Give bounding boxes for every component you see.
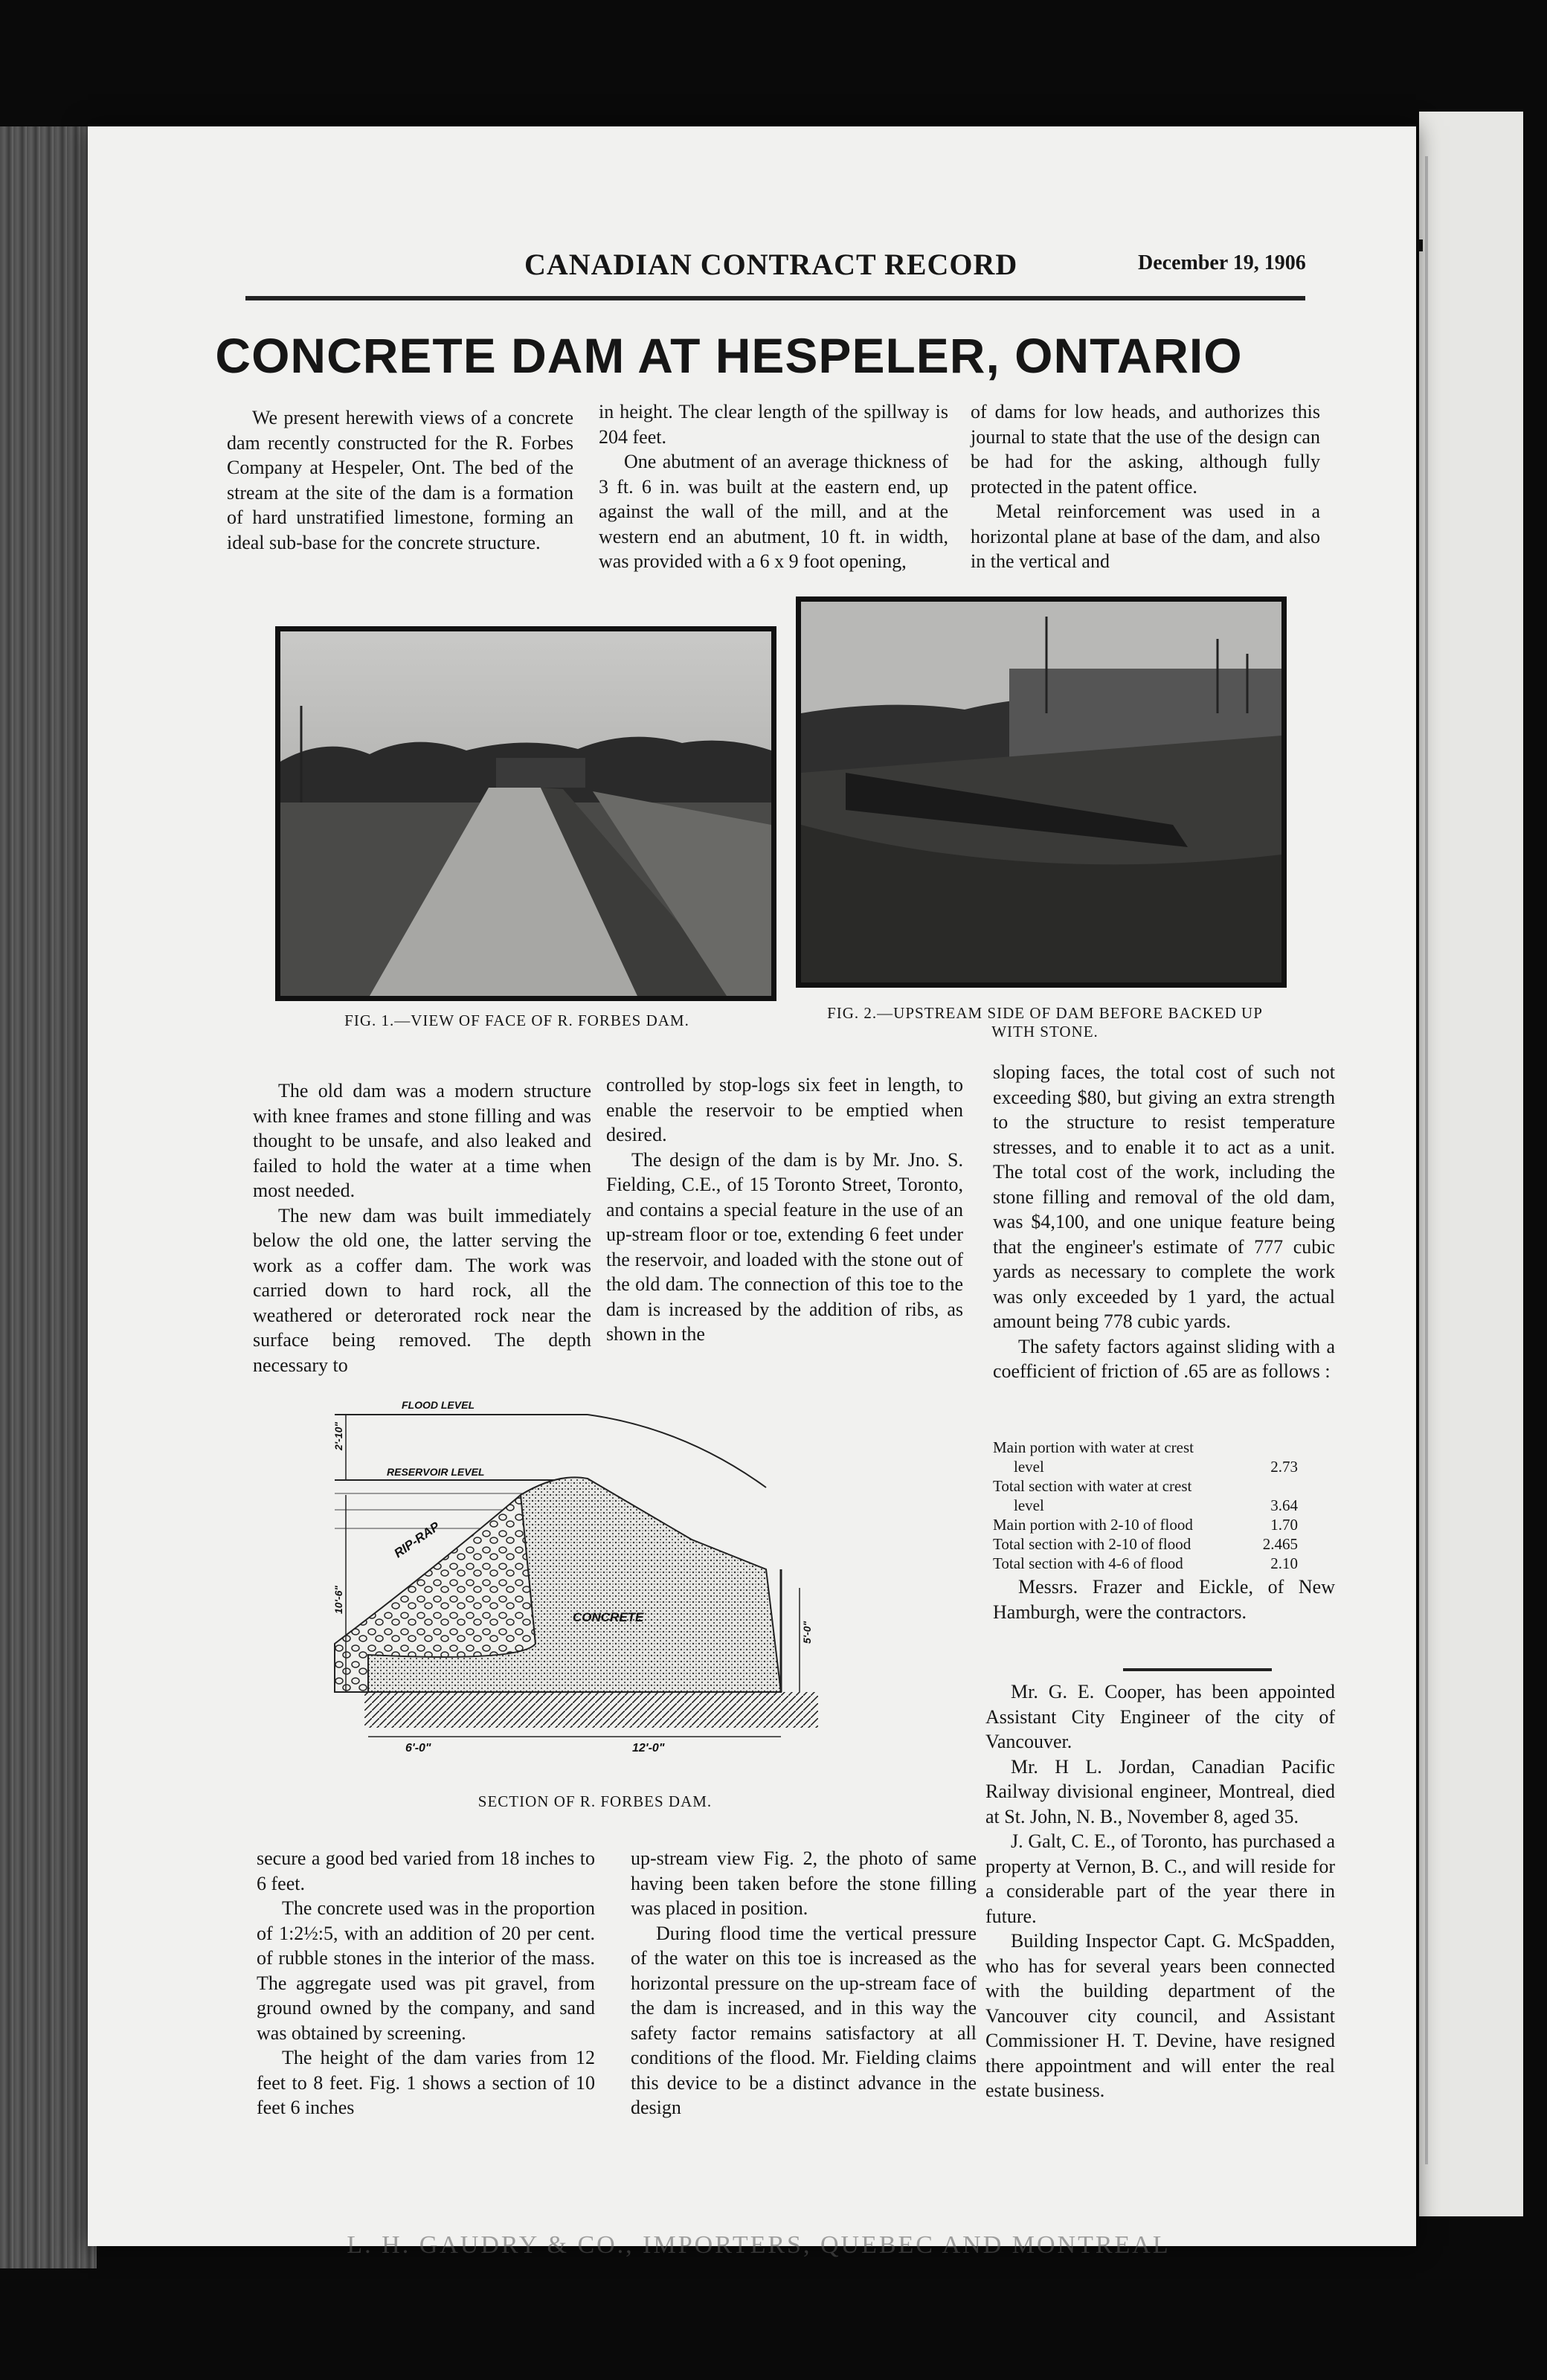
diagram-caption: SECTION OF R. FORBES DAM. bbox=[477, 1792, 713, 1810]
factor-label: level bbox=[1014, 1458, 1044, 1476]
column-1-top bbox=[227, 405, 573, 555]
column-2-top bbox=[599, 399, 948, 574]
figure-2-photo bbox=[796, 596, 1287, 988]
facing-page-strip bbox=[1419, 112, 1523, 2216]
section-divider bbox=[1123, 1668, 1272, 1671]
factor-value: 2.10 bbox=[1270, 1554, 1298, 1572]
book-page-edges bbox=[0, 126, 97, 2268]
figure-2-caption: FIG. 2.—UPSTREAM SIDE OF DAM BEFORE BACKED UP WITH STONE. bbox=[827, 1004, 1263, 1041]
paragraph: The design of the dam is by Mr. Jno. S. Fielding, C.E., of 15 Toronto Street, Toronto, and contains a special feature in the use of an up-stream floor or toe, extending 6 feet under the reservoir, and loaded with the stone out of the old dam. The connection of this toe to the dam is increased by the addition of ribs, as shown in the bbox=[606, 1148, 963, 1345]
safety-factor-row bbox=[993, 1534, 1298, 1554]
paragraph: One abutment of an average thickness of 3 ft. 6 in. was built at the eastern end, up against the wall of the mill, and at the western end an abutment, 10 ft. in width, was provided with a 6 x 9 foot opening, bbox=[599, 451, 948, 572]
factor-value: 1.70 bbox=[1270, 1516, 1298, 1534]
safety-factor-row bbox=[993, 1438, 1298, 1457]
paragraph: controlled by stop-logs six feet in length, to enable the reservoir to be emptied when desired. bbox=[606, 1074, 963, 1145]
paragraph: The old dam was a modern structure with knee frames and stone filling and was thought to be unsafe, and also leaked and failed to hold the water at a time when most needed. bbox=[253, 1080, 591, 1201]
safety-factor-row bbox=[993, 1457, 1298, 1476]
dim-label: 5'-0" bbox=[801, 1621, 813, 1644]
riprap-label: RIP-RAP bbox=[391, 1519, 443, 1561]
column-2-mid bbox=[606, 1072, 963, 1347]
paragraph: Messrs. Frazer and Eickle, of New Hamburgh, were the contractors. bbox=[993, 1576, 1335, 1623]
journal-title: CANADIAN CONTRACT RECORD bbox=[524, 248, 1018, 281]
paragraph: During flood time the vertical pressure of the water on this toe is increased as the horizontal pressure on the up-stream face of the dam is increased, and in this way the safety factor remains satisfactory at all conditions of the flood. Mr. Fielding claims this device to be a distinct advance in the design bbox=[631, 1922, 977, 2118]
safety-factor-row bbox=[993, 1496, 1298, 1515]
safety-factors-table bbox=[993, 1438, 1298, 1573]
dim-label: 10'-6" bbox=[332, 1586, 344, 1614]
news-item: Building Inspector Capt. G. McSpadden, who has for several years been connected with the building department of the Vancouver city council, and Assistant Commissioner H. T. Devine, have resigned there appointment and will enter the real estate business. bbox=[985, 1930, 1335, 2101]
safety-factor-row bbox=[993, 1476, 1298, 1496]
figure-1-caption: FIG. 1.—VIEW OF FACE OF R. FORBES DAM. bbox=[344, 1012, 689, 1029]
paragraph: Metal reinforcement was used in a horizontal plane at base of the dam, and also in the vertical and bbox=[971, 501, 1320, 572]
factor-value: 2.465 bbox=[1262, 1535, 1298, 1553]
safety-factor-row bbox=[993, 1515, 1298, 1534]
column-3-top bbox=[971, 399, 1320, 574]
paragraph: The concrete used was in the proportion of 1:2½:5, with an addition of 20 per cent. of rubble stones in the interior of the mass. The aggregate used was pit gravel, from ground owned by the company, and sand was obtained by screening. bbox=[257, 1897, 595, 2044]
paragraph: sloping faces, the total cost of such not exceeding $80, but giving an extra strength to the structure to resist temperature stresses, and to enable it to act as a unit. The total cost of the work, including the stone filling and removal of the old dam, was $4,100, and one unique feature being that the engineer's estimate of 777 cubic yards as necessary to complete the work was only exceeded by 1 yard, the actual amount being 778 cubic yards. bbox=[993, 1061, 1335, 1332]
concrete-label: CONCRETE bbox=[573, 1610, 644, 1624]
factor-label: Main portion with 2-10 of flood bbox=[993, 1516, 1193, 1534]
news-item: J. Galt, C. E., of Toronto, has purchased a property at Vernon, B. C., and will reside for a considerable part of the year there in future. bbox=[985, 1830, 1335, 1927]
reservoir-level-label: RESERVOIR LEVEL bbox=[387, 1466, 485, 1478]
news-item: Mr. H L. Jordan, Canadian Pacific Railway divisional engineer, Montreal, died at St. John, N. B., November 8, aged 35. bbox=[985, 1755, 1335, 1827]
paragraph: The new dam was built immediately below the old one, the latter serving the work as a coffer dam. The work was carried down to hard rock, all the weathered or deterorated rock near the surface being removed. The depth necessary to bbox=[253, 1204, 591, 1376]
flood-level-label: FLOOD LEVEL bbox=[402, 1399, 475, 1411]
paragraph: in height. The clear length of the spillway is 204 feet. bbox=[599, 401, 948, 448]
news-column bbox=[985, 1679, 1335, 2103]
bleed-through-text: L. H. GAUDRY & CO., IMPORTERS, QUEBEC AND MONTREAL bbox=[347, 2231, 1171, 2259]
dim-label: 2'-10" bbox=[332, 1422, 344, 1450]
dam-section-diagram bbox=[332, 1398, 848, 1755]
paragraph: of dams for low heads, and authorizes this journal to state that the use of the design can be had for the asking, although fully protected in the patent office. bbox=[971, 401, 1320, 498]
paragraph: The height of the dam varies from 12 feet to 8 feet. Fig. 1 shows a section of 10 feet 6 inches bbox=[257, 2047, 595, 2118]
article-title: CONCRETE DAM AT HESPELER, ONTARIO bbox=[215, 328, 1243, 383]
margin-mark bbox=[1417, 239, 1423, 251]
paragraph: We present herewith views of a concrete dam recently constructed for the R. Forbes Company at Hespeler, Ont. The bed of the stream at the site of the dam is a formation of hard unstratified limestone, forming an ideal sub-base for the concrete structure. bbox=[227, 407, 573, 553]
factor-label: Total section with water at crest bbox=[993, 1477, 1192, 1495]
column-2-bottom bbox=[631, 1846, 977, 2120]
paragraph: up-stream view Fig. 2, the photo of same having been taken before the stone filling was placed in position. bbox=[631, 1847, 977, 1919]
factor-label: Total section with 4-6 of flood bbox=[993, 1554, 1183, 1572]
factor-value: 2.73 bbox=[1270, 1458, 1298, 1476]
factor-value: 3.64 bbox=[1270, 1496, 1298, 1514]
column-1-bottom bbox=[257, 1846, 595, 2120]
dim-label: 12'-0" bbox=[632, 1742, 665, 1755]
news-item: Mr. G. E. Cooper, has been appointed Assistant City Engineer of the city of Vancouver. bbox=[985, 1681, 1335, 1752]
paragraph: secure a good bed varied from 18 inches to 6 feet. bbox=[257, 1847, 595, 1894]
column-3-mid bbox=[993, 1060, 1335, 1384]
contractors-note bbox=[993, 1575, 1335, 1624]
safety-factor-row bbox=[993, 1554, 1298, 1573]
figure-1-photo bbox=[275, 626, 776, 1001]
paragraph: The safety factors against sliding with a coefficient of friction of .65 are as follows : bbox=[993, 1335, 1335, 1382]
factor-label: level bbox=[1014, 1496, 1044, 1514]
column-1-mid bbox=[253, 1078, 591, 1377]
factor-label: Main portion with water at crest bbox=[993, 1438, 1194, 1456]
issue-date: December 19, 1906 bbox=[1138, 251, 1306, 274]
factor-label: Total section with 2-10 of flood bbox=[993, 1535, 1191, 1553]
header-rule bbox=[245, 296, 1305, 300]
dim-label: 6'-0" bbox=[405, 1742, 431, 1755]
page-header bbox=[156, 238, 1309, 298]
